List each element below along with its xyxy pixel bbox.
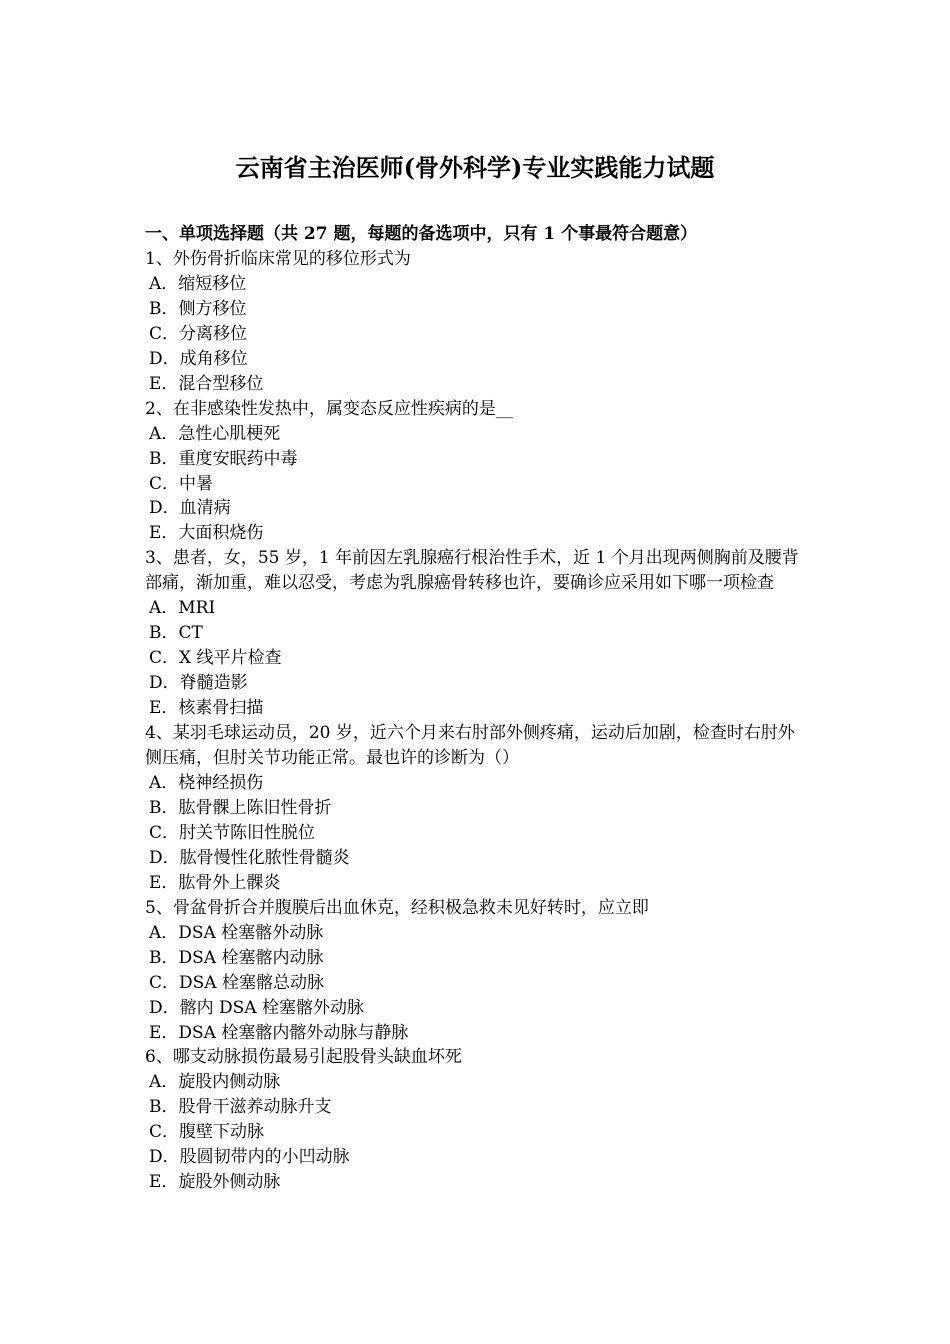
document-title: 云南省主治医师(骨外科学)专业实践能力试题 bbox=[235, 153, 715, 182]
answer-option: C．DSA 栓塞髂总动脉 bbox=[149, 972, 324, 993]
answer-option: A．桡神经损伤 bbox=[149, 772, 264, 793]
answer-option: A．急性心肌梗死 bbox=[149, 423, 281, 444]
answer-option: C．腹壁下动脉 bbox=[149, 1122, 265, 1143]
answer-option: C．分离移位 bbox=[149, 323, 248, 344]
answer-option: C．X 线平片检查 bbox=[149, 648, 282, 669]
answer-option: B．重度安眠药中毒 bbox=[149, 448, 298, 469]
answer-option: A．缩短移位 bbox=[149, 273, 247, 294]
answer-option: D．血清病 bbox=[149, 498, 231, 519]
answer-option: C．肘关节陈旧性脱位 bbox=[149, 822, 316, 843]
question-text: 5、骨盆骨折合并腹膜后出血休克，经积极急救未见好转时，应立即 bbox=[145, 897, 649, 918]
section-heading: 一、单项选择题（共 27 题，每题的备选项中，只有 1 个事最符合题意） bbox=[145, 224, 698, 244]
question-1 bbox=[145, 247, 807, 397]
answer-option: B．侧方移位 bbox=[149, 298, 247, 319]
answer-option: D．脊髓造影 bbox=[149, 673, 248, 694]
answer-option: E．肱骨外上髁炎 bbox=[149, 872, 281, 893]
answer-option: A．MRI bbox=[149, 598, 216, 619]
question-text: 4、某羽毛球运动员，20 岁，近六个月来右肘部外侧疼痛，运动后加剧，检查时右肘外侧压痛，但肘关节功能正常。最也许的诊断为（） bbox=[145, 723, 795, 769]
answer-option: A．DSA 栓塞髂外动脉 bbox=[149, 922, 324, 943]
answer-option: E．大面积烧伤 bbox=[149, 523, 264, 544]
question-3 bbox=[145, 546, 807, 721]
question-text: 6、哪支动脉损伤最易引起股骨头缺血坏死 bbox=[145, 1047, 462, 1068]
document-body bbox=[145, 222, 807, 1195]
answer-option: B．肱骨髁上陈旧性骨折 bbox=[149, 797, 332, 818]
question-text: 2、在非感染性发热中，属变态反应性疾病的是__ bbox=[145, 398, 513, 419]
answer-option: E．DSA 栓塞髂内髂外动脉与静脉 bbox=[149, 1022, 409, 1043]
question-list bbox=[145, 247, 807, 1195]
answer-option: B．股骨干滋养动脉升支 bbox=[149, 1097, 332, 1118]
answer-option: D．股圆韧带内的小凹动脉 bbox=[149, 1147, 350, 1168]
question-2 bbox=[145, 397, 807, 547]
question-text: 1、外伤骨折临床常见的移位形式为 bbox=[145, 248, 411, 269]
question-5 bbox=[145, 896, 807, 1046]
question-6 bbox=[145, 1045, 807, 1195]
answer-option: B．DSA 栓塞髂内动脉 bbox=[149, 947, 324, 968]
answer-option: C．中暑 bbox=[149, 473, 214, 494]
answer-option: E．旋股外侧动脉 bbox=[149, 1172, 281, 1193]
answer-option: B．CT bbox=[149, 623, 203, 644]
answer-option: E．混合型移位 bbox=[149, 373, 264, 394]
answer-option: D．髂内 DSA 栓塞髂外动脉 bbox=[149, 997, 364, 1018]
answer-option: E．核素骨扫描 bbox=[149, 698, 264, 719]
question-text: 3、患者，女，55 岁，1 年前因左乳腺癌行根治性手术，近 1 个月出现两侧胸前及腰背部痛，渐加重，难以忍受，考虑为乳腺癌骨转移也许，要确诊应采用如下哪一项检查 bbox=[145, 548, 799, 594]
answer-option: A．旋股内侧动脉 bbox=[149, 1072, 281, 1093]
answer-option: D．肱骨慢性化脓性骨髓炎 bbox=[149, 847, 350, 868]
answer-option: D．成角移位 bbox=[149, 348, 248, 369]
question-4 bbox=[145, 721, 807, 896]
